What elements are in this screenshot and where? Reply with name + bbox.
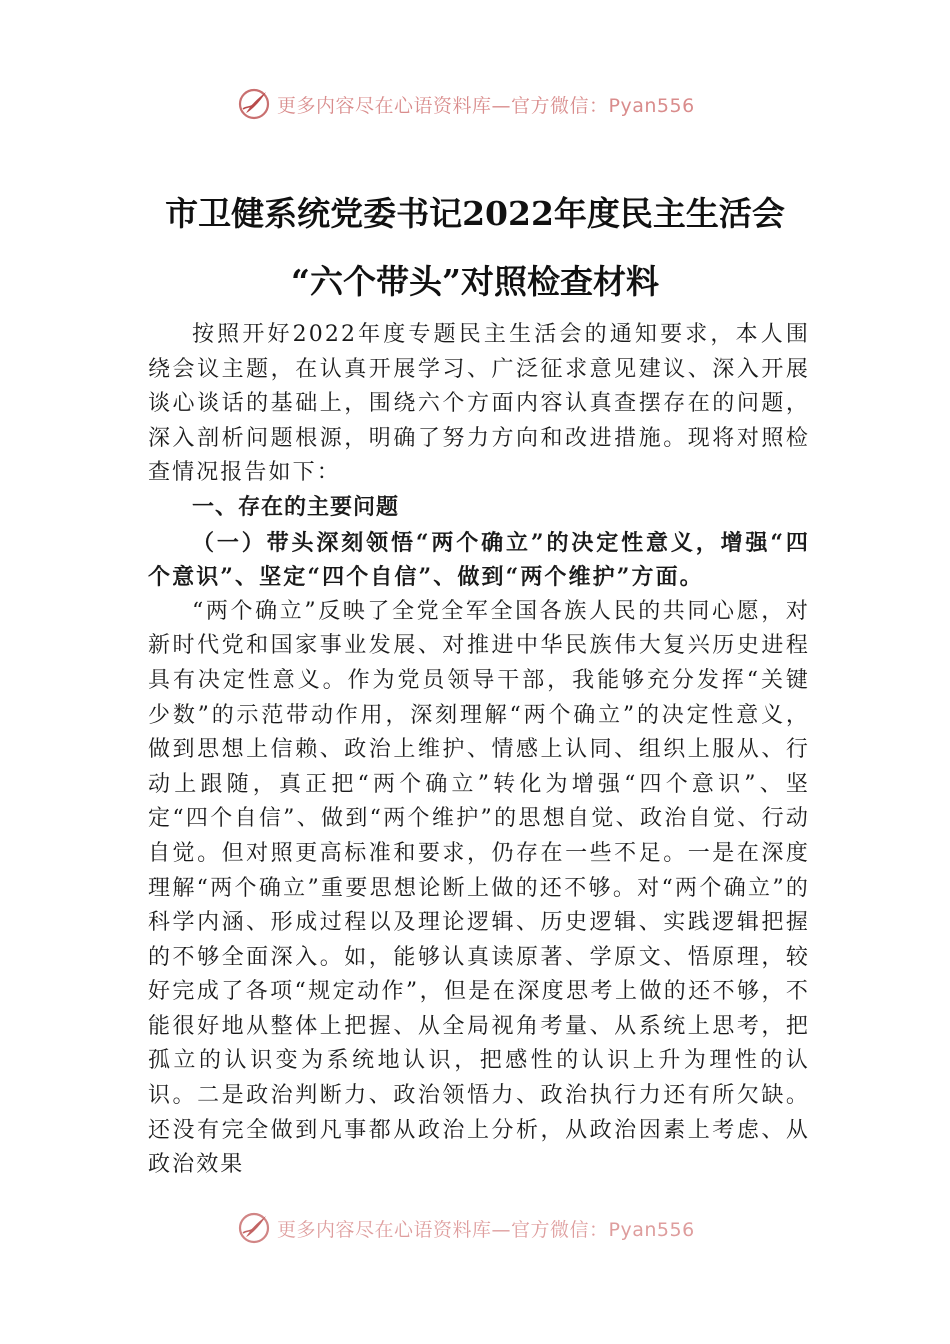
intro-paragraph: 按照开好2022年度专题民主生活会的通知要求，本人围绕会议主题，在认真开展学习、广泛征求意见建议、深入开展谈心谈话的基础上，围绕六个方面内容认真查摆存在的问题，深入剖析问题根源，明确了努力方向和改进措施。现将对照检查情况报告如下： [148,322,810,486]
document-title-line1: 市卫健系统党委书记2022年度民主生活会 [165,194,785,233]
quill-logo-icon [237,87,271,121]
quill-logo-icon [237,1211,271,1245]
document-body [148,318,810,1178]
watermark-header [0,84,950,124]
subsection-heading: （一）带头深刻领悟“两个确立”的决定性意义，增强“四个意识”、坚定“四个自信”、做到“两个维护”方面。 [148,529,810,591]
document-title-line2: “六个带头”对照检查材料 [291,262,659,301]
watermark-text: 更多内容尽在心语资料库—官方微信：Pyan556 [277,1218,695,1241]
watermark-text: 更多内容尽在心语资料库—官方微信：Pyan556 [277,94,695,117]
body-paragraph: “两个确立”反映了全党全军全国各族人民的共同心愿，对新时代党和国家事业发展、对推进中华民族伟大复兴历史进程具有决定性意义。作为党员领导干部，我能够充分发挥“关键少数”的示范带动作用，深刻理解“两个确立”的决定性意义，做到思想上信赖、政治上维护、情感上认同、组织上服从、行动上跟随，真正把“两个确立”转化为增强“四个意识”、坚定“四个自信”、做到“两个维护”的思想自觉、政治自觉、行动自觉。但对照更高标准和要求，仍存在一些不足。一是在深度理解“两个确立”重要思想论断上做的还不够。对“两个确立”的科学内涵、形成过程以及理论逻辑、历史逻辑、实践逻辑把握的不够全面深入。如，能够认真读原著、学原文、悟原理，较好完成了各项“规定动作”，但是在深度思考上做的还不够，不能很好地从整体上把握、从全局视角考量、从系统上思考，把孤立的认识变为系统地认识，把感性的认识上升为理性的认识。二是政治判断力、政治领悟力、政治执行力还有所欠缺。还没有完全做到凡事都从政治上分析，从政治因素上考虑、从政治效果 [148,598,810,1178]
watermark-footer [0,1208,950,1248]
section-heading: 一、存在的主要问题 [192,494,400,520]
